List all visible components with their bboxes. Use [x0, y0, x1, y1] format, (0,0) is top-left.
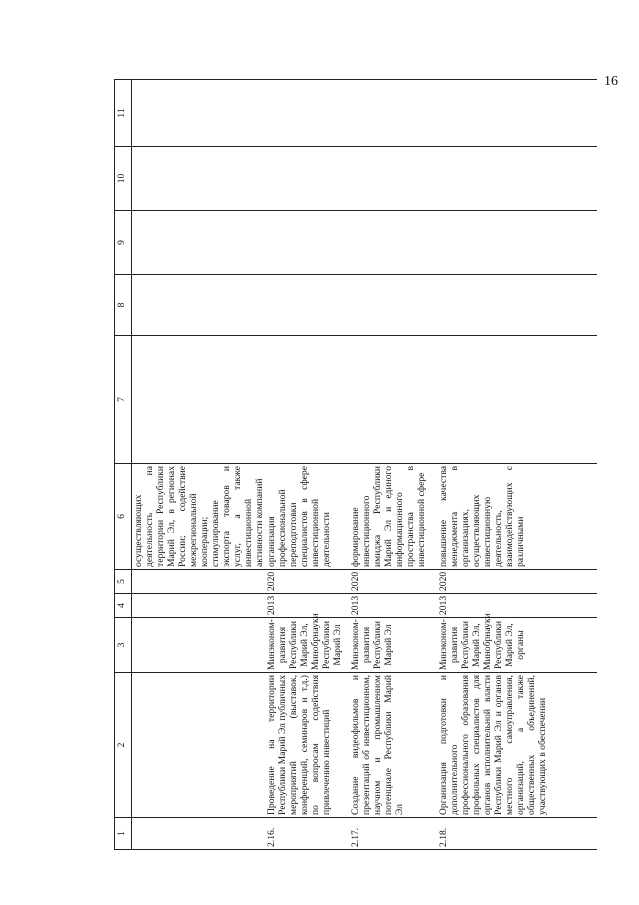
header-cell: 2	[115, 673, 132, 818]
cell-start-year: 2013	[437, 594, 597, 618]
cell-start-year: 2013	[349, 594, 437, 618]
cell-measure: Проведение на территории Республики Марий Эл публичных мероприятий (выставок, конференций, семинаров и т.д.) по вопросам содействия привлечению инвестиций	[265, 673, 349, 818]
cell-measure: Организация подготовки и дополнительного профессионального образования профильных специалистов для органов исполнительной власти Республики Марий Эл и органов местного самоуправления, организаций, а также общественных объединений, участвующих в обеспечении	[437, 673, 597, 818]
cell-goal: осуществляющих деятельность на территории Республики Марий Эл, в регионах России; содействие межрегиональной кооперации; стимулирование экспорта товаров и услуг, а также инвестиционной активности компаний	[132, 464, 266, 570]
header-cell: 3	[115, 618, 132, 673]
cell-end-year: 2020	[265, 570, 349, 594]
header-cell: 8	[115, 275, 132, 336]
cell-number: 2.18.	[437, 818, 597, 850]
header-cell: 4	[115, 594, 132, 618]
cell-end-year: 2020	[437, 570, 597, 594]
header-cell: 6	[115, 464, 132, 570]
cell-goal: повышение качества менеджмента в организациях, осуществляющих инвестиционную деятельность, взаимодействующих с различными	[437, 464, 597, 570]
cell-start-year: 2013	[265, 594, 349, 618]
cell-goal: организация профессиональной переподготовки специалистов в сфере инвестиционной деятельности	[265, 464, 349, 570]
header-cell: 5	[115, 570, 132, 594]
cell-executor: Минэконом-развития Республики Марий Эл, Минобрнауки Республики Марий Эл, органы	[437, 618, 597, 673]
header-row	[115, 80, 132, 850]
cell-measure: Создание видеофильмов и презентаций об инвестиционном, научном и промышленном потенциале Республики Марий Эл	[349, 673, 437, 818]
page-number: 16	[604, 74, 618, 89]
measures-table	[114, 79, 597, 850]
cell-executor: Минэконом-развития Республики Марий Эл	[349, 618, 437, 673]
continuation-row	[132, 80, 266, 850]
header-cell: 11	[115, 80, 132, 147]
cell-end-year: 2020	[349, 570, 437, 594]
header-cell: 10	[115, 147, 132, 211]
cell-number: 2.17.	[349, 818, 437, 850]
cell-executor: Минэконом-развития Республики Марий Эл, Минобрнауки Республики Марий Эл	[265, 618, 349, 673]
table-row	[265, 80, 349, 850]
cell-goal: формирование инвестиционного имиджа Республики Марий Эл и единого информационного пространства в инвестиционной сфере	[349, 464, 437, 570]
header-cell: 7	[115, 336, 132, 464]
table-row	[437, 80, 597, 850]
table-row	[349, 80, 437, 850]
cell-number: 2.16.	[265, 818, 349, 850]
header-cell: 1	[115, 818, 132, 850]
rotated-table-container	[114, 80, 574, 850]
header-cell: 9	[115, 211, 132, 275]
